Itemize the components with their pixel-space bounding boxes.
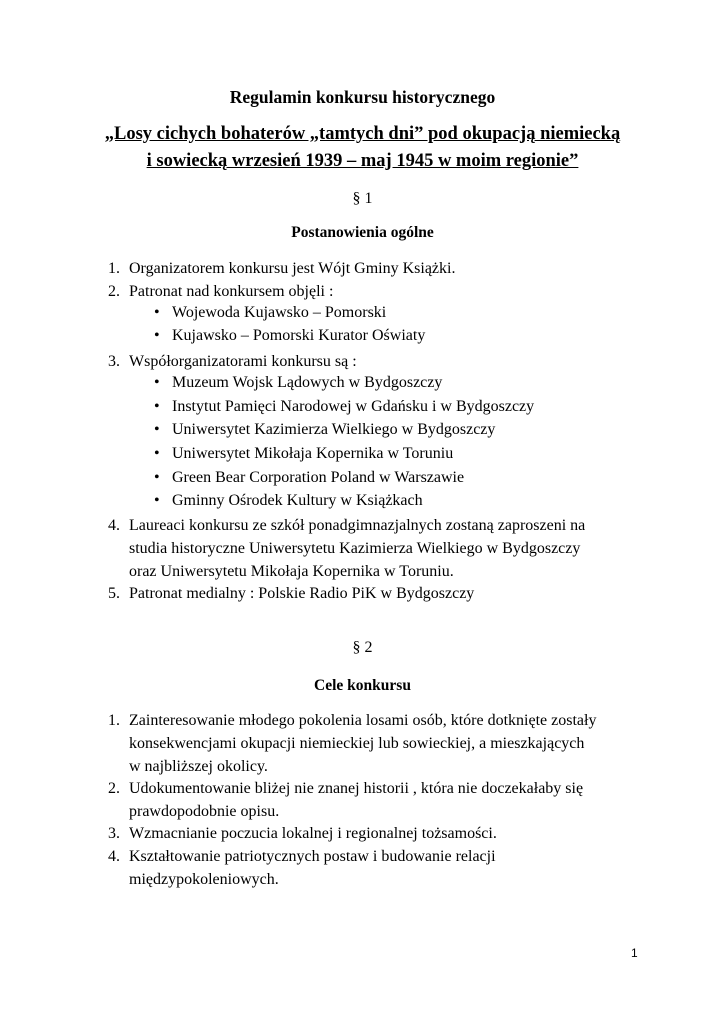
bullet-text: Gminny Ośrodek Kultury w Książkach (172, 492, 423, 509)
bullet-icon: • (154, 421, 160, 438)
bullet-icon: • (154, 398, 160, 415)
section-1-title: Postanowienia ogólne (291, 224, 434, 241)
bullet-item (0, 374, 725, 398)
bullet-icon: • (154, 374, 160, 391)
list-number: 4. (108, 848, 120, 865)
list-text: Kształtowanie patriotycznych postaw i budowanie relacji (129, 848, 496, 865)
bullet-item (0, 492, 725, 516)
list-text: Wzmacnianie poczucia lokalnej i regionalnej tożsamości. (129, 825, 497, 842)
list-number: 1. (108, 712, 120, 729)
bullet-icon: • (154, 327, 160, 344)
bullet-text: Wojewoda Kujawsko – Pomorski (172, 304, 387, 321)
bullet-text: Uniwersytet Mikołaja Kopernika w Toruniu (172, 445, 454, 462)
bullet-item (0, 398, 725, 422)
contest-name-line-1: „Losy cichych bohaterów „tamtych dni” pod okupacją niemiecką (104, 124, 621, 144)
list-number: 1. (108, 260, 120, 277)
list-number: 4. (108, 517, 120, 534)
list-number: 5. (108, 585, 120, 602)
list-text-continuation: prawdopodobnie opisu. (129, 803, 280, 820)
list-text-continuation: w najbliższej okolicy. (129, 758, 268, 775)
bullet-icon: • (154, 469, 160, 486)
bullet-item (0, 304, 725, 328)
list-number: 3. (108, 825, 120, 842)
list-text: Współorganizatorami konkursu są : (129, 353, 357, 370)
contest-name-line-2: i sowiecką wrzesień 1939 – maj 1945 w moim regionie” (146, 151, 579, 171)
list-text-continuation: międzypokoleniowych. (129, 871, 279, 888)
list-text: Organizatorem konkursu jest Wójt Gminy Książki. (129, 260, 456, 277)
list-text: Zainteresowanie młodego pokolenia losami osób, które dotknięte zostały (129, 712, 597, 729)
section-1-sign: § 1 (352, 190, 373, 207)
list-text: Patronat medialny : Polskie Radio PiK w Bydgoszczy (129, 585, 475, 602)
list-number: 2. (108, 283, 120, 300)
list-text: Patronat nad konkursem objęli : (129, 283, 334, 300)
list-text-continuation: oraz Uniwersytetu Mikołaja Kopernika w Toruniu. (129, 563, 454, 580)
list-number: 2. (108, 780, 120, 797)
bullet-text: Kujawsko – Pomorski Kurator Oświaty (172, 327, 426, 344)
list-number: 3. (108, 353, 120, 370)
bullet-text: Green Bear Corporation Poland w Warszawie (172, 469, 465, 486)
bullet-icon: • (154, 304, 160, 321)
section-2-sign: § 2 (352, 639, 373, 656)
bullet-icon: • (154, 445, 160, 462)
bullet-text: Uniwersytet Kazimierza Wielkiego w Bydgoszczy (172, 421, 496, 438)
list-text-continuation: studia historyczne Uniwersytetu Kazimierza Wielkiego w Bydgoszczy (129, 540, 581, 557)
document-title: Regulamin konkursu historycznego (229, 87, 496, 107)
section-2-title: Cele konkursu (314, 677, 411, 694)
list-text-continuation: konsekwencjami okupacji niemieckiej lub sowieckiej, a mieszkających (129, 735, 585, 752)
bullet-item (0, 327, 725, 351)
bullet-item (0, 421, 725, 445)
bullet-item (0, 445, 725, 469)
page-number: 1 (631, 946, 638, 960)
bullet-item (0, 469, 725, 493)
list-text: Udokumentowanie bliżej nie znanej historii , która nie doczekałaby się (129, 780, 584, 797)
bullet-text: Instytut Pamięci Narodowej w Gdańsku i w Bydgoszczy (172, 398, 535, 415)
list-text: Laureaci konkursu ze szkół ponadgimnazjalnych zostaną zaproszeni na (129, 517, 586, 534)
bullet-icon: • (154, 492, 160, 509)
bullet-text: Muzeum Wojsk Lądowych w Bydgoszczy (172, 374, 443, 391)
